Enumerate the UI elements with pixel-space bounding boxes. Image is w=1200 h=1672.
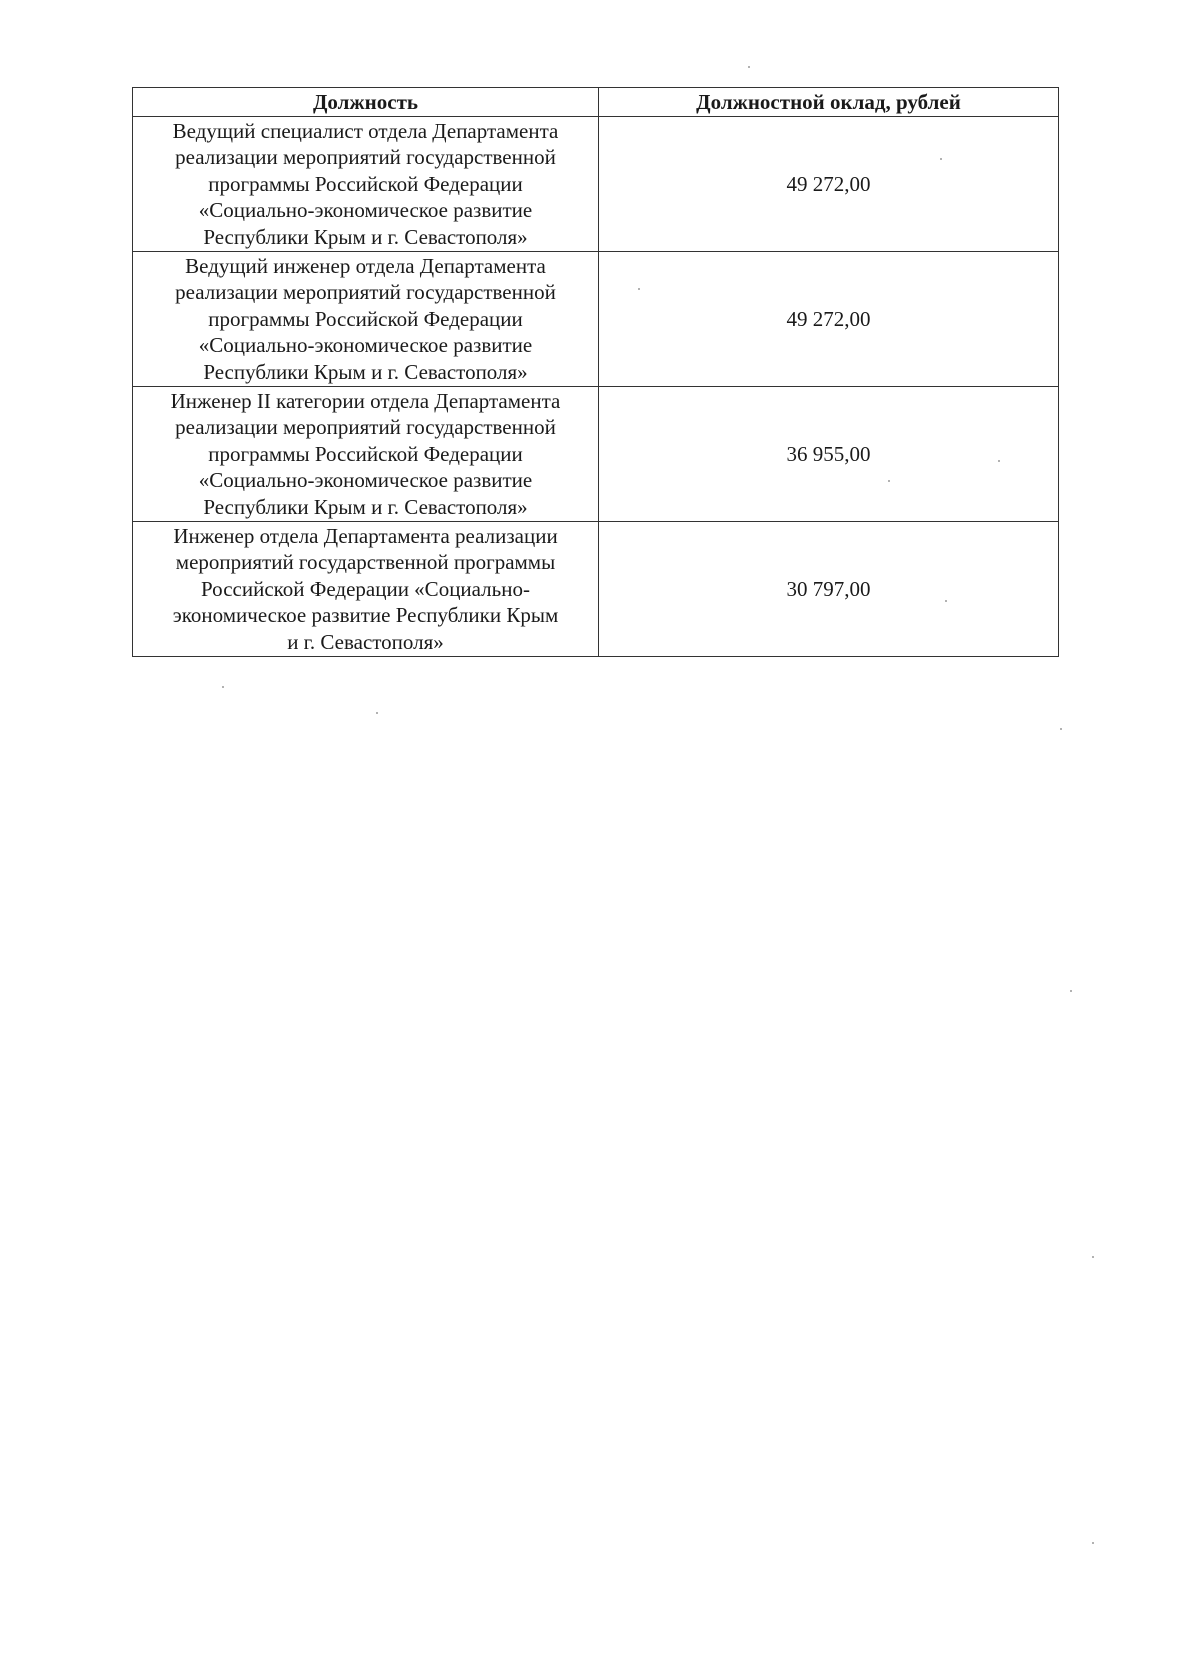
position-text: Ведущий специалист отдела Департамента реализации мероприятий государственной программы Российской Федерации «Социально-экономическое развитие Республики Крым и г. Севастополя» [172,118,559,249]
salary-text: 36 955,00 [786,441,871,466]
table-header [133,88,1059,117]
scan-speck [748,66,750,68]
scan-speck [998,460,1000,462]
table-header-row [133,88,1059,117]
header-position: Должность [133,88,599,117]
table-row [133,117,1059,252]
salary-cell [599,522,1059,657]
salary-cell [599,252,1059,387]
salary-table [132,87,1059,657]
salary-text: 30 797,00 [786,576,871,601]
table-row [133,387,1059,522]
position-text: Инженер II категории отдела Департамента реализации мероприятий государственной программы Российской Федерации «Социально-экономическое развитие Республики Крым и г. Севастополя» [170,388,561,519]
scan-speck [638,288,640,290]
position-text: Ведущий инженер отдела Департамента реализации мероприятий государственной программы Российской Федерации «Социально-экономическое развитие Республики Крым и г. Севастополя» [175,253,556,384]
table-row [133,522,1059,657]
scan-speck [945,600,947,602]
scan-speck [222,686,224,688]
table-row [133,252,1059,387]
position-cell [133,387,599,522]
salary-cell [599,117,1059,252]
scan-speck [1070,990,1072,992]
scan-speck [1092,1256,1094,1258]
position-text: Инженер отдела Департамента реализации мероприятий государственной программы Российской Федерации «Социально- экономическое развитие Республики Крым и г. Севастополя» [172,523,559,654]
scan-speck [888,480,890,482]
scan-speck [376,712,378,714]
scan-speck [1060,728,1062,730]
position-cell [133,522,599,657]
header-salary: Должностной оклад, рублей [599,88,1059,117]
table-body [133,117,1059,657]
salary-text: 49 272,00 [786,306,871,331]
salary-cell [599,387,1059,522]
salary-text: 49 272,00 [786,171,871,196]
scan-speck [940,158,942,160]
scan-speck [1092,1542,1094,1544]
position-cell [133,117,599,252]
position-cell [133,252,599,387]
